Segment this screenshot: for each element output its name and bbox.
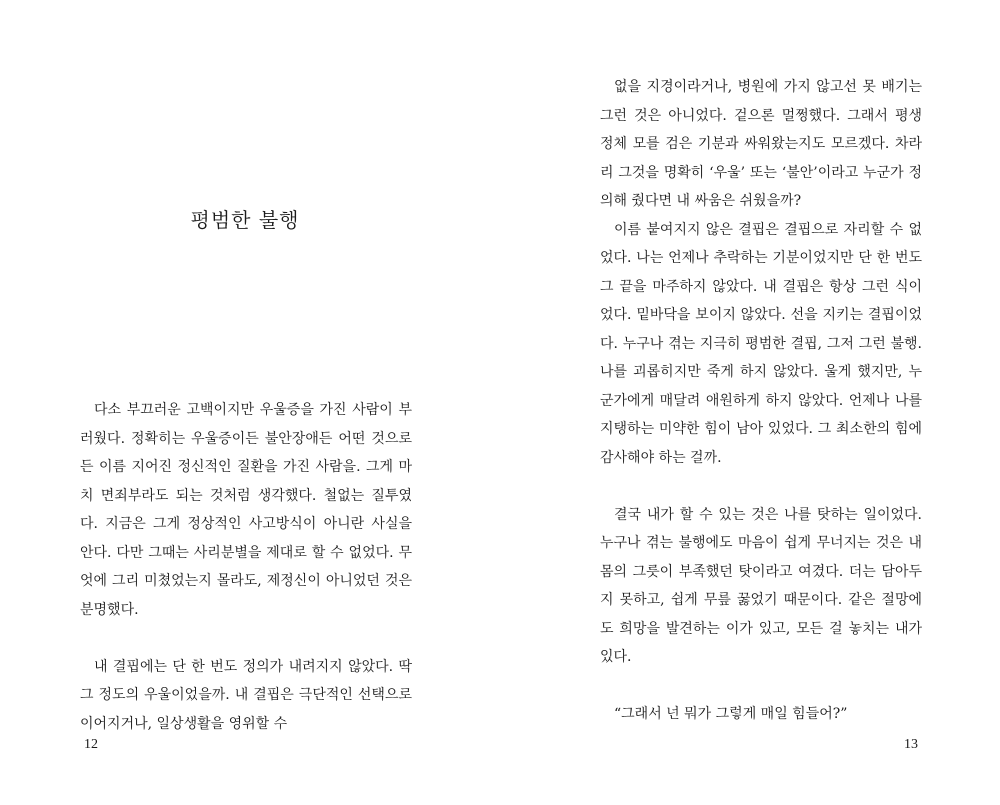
left-body-text <box>80 396 412 738</box>
page-number-left: 12 <box>84 737 98 752</box>
paragraph: 결국 내가 할 수 있는 것은 나를 탓하는 일이었다. 누구나 겪는 불행에도 마음이 쉽게 무너지는 것은 내 몸의 그릇이 부족했던 탓이라고 여겼다. 더는 담아두지 못하고, 쉽게 무릎 꿇었기 때문이다. 같은 절망에도 희망을 발견하는 이가 있고, 모든 걸 놓치는 내가 있다. <box>600 506 922 665</box>
dialogue-line: “그래서 넌 뭐가 그렇게 매일 힘들어?” <box>614 706 848 722</box>
right-body-text <box>600 73 922 729</box>
paragraph: 없을 지경이라거나, 병원에 가지 않고선 못 배기는 그런 것은 아니었다. 겉으론 멀쩡했다. 그래서 평생 정체 모를 검은 기분과 싸워왔는지도 모르겠다. 차라리 그것을 명확히 ‘우울’ 또는 ‘불안’이라고 누군가 정의해 줬다면 내 싸움은 쉬웠을까? <box>600 79 922 209</box>
chapter-title: 평범한 불행 <box>190 208 300 232</box>
paragraph: 이름 붙여지지 않은 결핍은 결핍으로 자리할 수 없었다. 나는 언제나 추락하는 기분이었지만 단 한 번도 그 끝을 마주하지 않았다. 내 결핍은 항상 그런 식이었다. 밑바닥을 보이지 않았다. 선을 지키는 결핍이었다. 누구나 겪는 지극히 평범한 결핍, 그저 그런 불행. 나를 괴롭히지만 죽게 하지 않았다. 울게 했지만, 누군가에게 매달려 애원하게 하지 않았다. 언제나 나를 지탱하는 미약한 힘이 남아 있었다. 그 최소한의 힘에 감사해야 하는 걸까. <box>600 221 922 466</box>
paragraph: 내 결핍에는 단 한 번도 정의가 내려지지 않았다. 딱 그 정도의 우울이었을까. 내 결핍은 극단적인 선택으로 이어지거나, 일상생활을 영위할 수 <box>80 658 412 732</box>
paragraph: 다소 부끄러운 고백이지만 우울증을 가진 사람이 부러웠다. 정확히는 우울증이든 불안장애든 어떤 것으로든 이름 지어진 정신적인 질환을 가진 사람을. 그게 마치 면죄부라도 되는 것처럼 생각했다. 철없는 질투였다. 지금은 그게 정상적인 사고방식이 아니란 사실을 안다. 다만 그때는 사리분별을 제대로 할 수 없었다. 무엇에 그리 미쳤었는지 몰라도, 제정신이 아니었던 것은 분명했다. <box>80 402 412 618</box>
right-page <box>500 0 1000 805</box>
page-number-right: 13 <box>904 737 918 752</box>
